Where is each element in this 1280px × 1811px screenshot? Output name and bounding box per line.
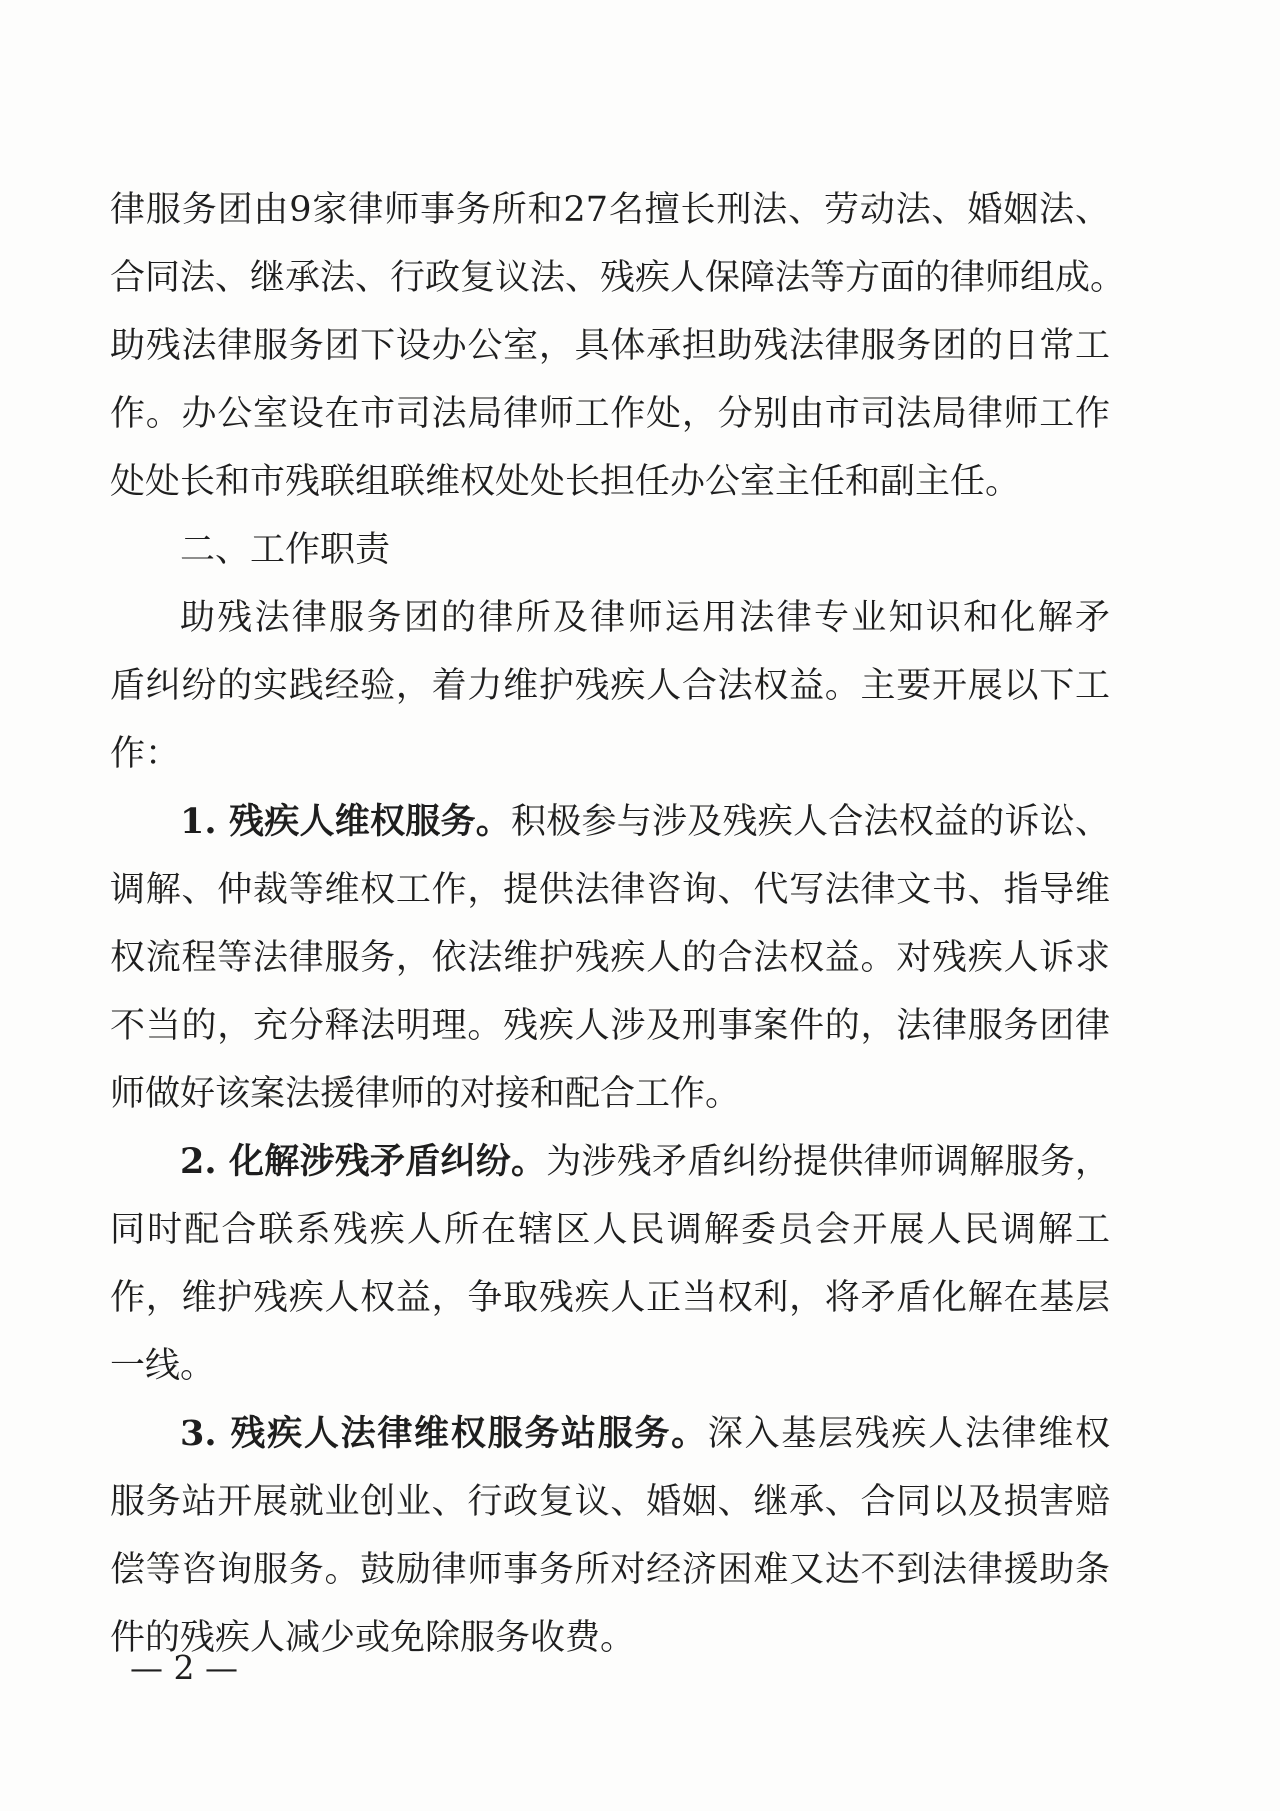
paragraph-line: 律服务团由9家律师事务所和27名擅长刑法、劳动法、婚姻法、 bbox=[110, 190, 1110, 230]
paragraph-line: 作，维护残疾人权益，争取残疾人正当权利，将矛盾化解在基层 bbox=[110, 1278, 1110, 1318]
duty-item-first-line bbox=[110, 1128, 1110, 1196]
paragraph-line: 处处长和市残联组联维权处处长担任办公室主任和副主任。 bbox=[110, 462, 1021, 502]
paragraph-line: 助残法律服务团下设办公室，具体承担助残法律服务团的日常工 bbox=[110, 326, 1110, 366]
page-number: — 2 — bbox=[130, 1648, 238, 1687]
paragraph-line: 同时配合联系残疾人所在辖区人民调解委员会开展人民调解工 bbox=[110, 1210, 1110, 1250]
duty-text: 积极参与涉及残疾人合法权益的诉讼、 bbox=[510, 802, 1110, 842]
paragraph-line: 合同法、继承法、行政复议法、残疾人保障法等方面的律师组成。 bbox=[110, 258, 1126, 298]
paragraph-line: 偿等咨询服务。鼓励律师事务所对经济困难又达不到法律援助条 bbox=[110, 1550, 1110, 1590]
section-heading: 二、工作职责 bbox=[180, 530, 391, 570]
paragraph-line: 权流程等法律服务，依法维护残疾人的合法权益。对残疾人诉求 bbox=[110, 938, 1110, 978]
paragraph-line: 作。办公室设在市司法局律师工作处，分别由市司法局律师工作 bbox=[110, 394, 1110, 434]
paragraph-line: 服务站开展就业创业、行政复议、婚姻、继承、合同以及损害赔 bbox=[110, 1482, 1110, 1522]
duty-text: 深入基层残疾人法律维权 bbox=[707, 1414, 1110, 1454]
paragraph-line: 件的残疾人减少或免除服务收费。 bbox=[110, 1618, 636, 1658]
duty-item-first-line bbox=[110, 1400, 1110, 1468]
duty-item-first-line bbox=[110, 788, 1110, 856]
duty-lead-heading: 1. 残疾人维权服务。 bbox=[180, 801, 511, 842]
paragraph-line: 一线。 bbox=[110, 1346, 216, 1386]
paragraph-line: 作： bbox=[110, 734, 181, 774]
paragraph-line: 助残法律服务团的律所及律师运用法律专业知识和化解矛 bbox=[180, 598, 1110, 638]
paragraph-line: 盾纠纷的实践经验，着力维护残疾人合法权益。主要开展以下工 bbox=[110, 666, 1110, 706]
paragraph-line: 不当的，充分释法明理。残疾人涉及刑事案件的，法律服务团律 bbox=[110, 1006, 1110, 1046]
document-body bbox=[110, 176, 1126, 1672]
duty-lead-heading: 3. 残疾人法律维权服务站服务。 bbox=[180, 1413, 708, 1454]
duty-text: 为涉残矛盾纠纷提供律师调解服务， bbox=[546, 1142, 1110, 1182]
duty-lead-heading: 2. 化解涉残矛盾纠纷。 bbox=[180, 1141, 547, 1182]
paragraph-line: 师做好该案法援律师的对接和配合工作。 bbox=[110, 1074, 741, 1114]
paragraph-line: 调解、仲裁等维权工作，提供法律咨询、代写法律文书、指导维 bbox=[110, 870, 1110, 910]
